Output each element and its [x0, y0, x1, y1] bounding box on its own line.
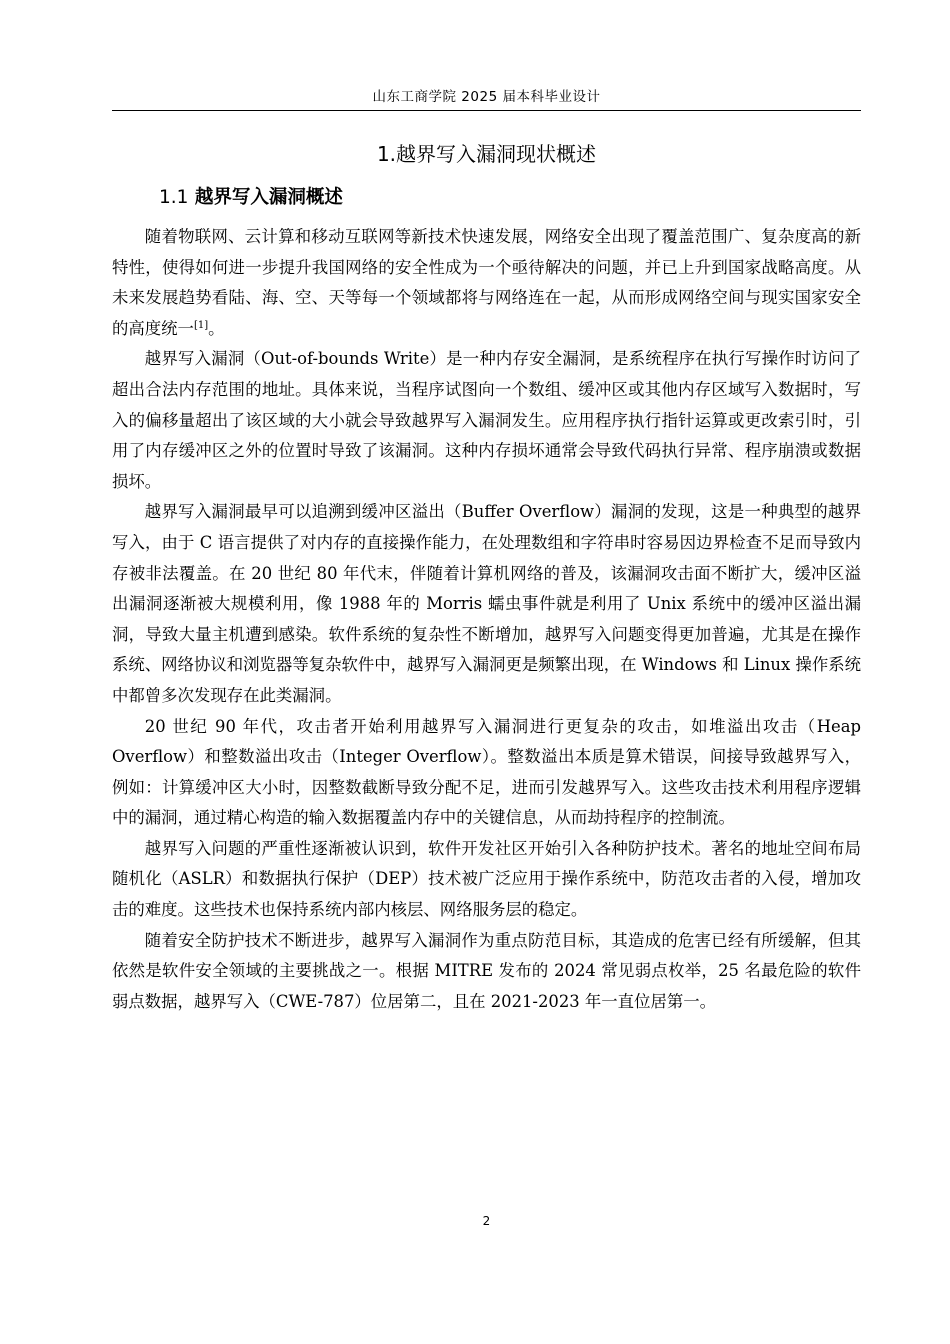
paragraph-3: 越界写入漏洞最早可以追溯到缓冲区溢出（Buffer Overflow）漏洞的发现，这是一种典型的越界写入，由于 C 语言提供了对内存的直接操作能力，在处理数组和字符串时容易因边界检查不足而导致内存被非法覆盖。在 20 世纪 80 年代末，伴随着计算机网络的普及，该漏洞攻击面不断扩大，缓冲区溢出漏洞逐渐被大规模利用，像 1988 年的 Morris 蠕虫事件就是利用了 Unix 系统中的缓冲区溢出漏洞，导致大量主机遭到感染。软件系统的复杂性不断增加，越界写入问题变得更加普遍，尤其是在操作系统、网络协议和浏览器等复杂软件中，越界写入漏洞更是频繁出现，在 Windows 和 Linux 操作系统中都曾多次发现存在此类漏洞。: [112, 502, 861, 705]
chapter-title: 1.越界写入漏洞现状概述: [376, 142, 597, 166]
paragraph-1-end: 。: [208, 318, 225, 338]
paragraph-4: 20 世纪 90 年代，攻击者开始利用越界写入漏洞进行更复杂的攻击，如堆溢出攻击（Heap Overflow）和整数溢出攻击（Integer Overflow）。整数溢出本质是算术错误，间接导致越界写入，例如：计算缓冲区大小时，因整数截断导致分配不足，进而引发越界写入。这些攻击技术利用程序逻辑中的漏洞，通过精心构造的输入数据覆盖内存中的关键信息，从而劫持程序的控制流。: [112, 716, 861, 828]
paragraph-5: 越界写入问题的严重性逐渐被认识到，软件开发社区开始引入各种防护技术。著名的地址空间布局随机化（ASLR）和数据执行保护（DEP）技术被广泛应用于操作系统中，防范攻击者的入侵，增加攻击的难度。这些技术也保持系统内部内核层、网络服务层的稳定。: [112, 838, 861, 920]
section-heading-text: 越界写入漏洞概述: [194, 187, 343, 208]
section-title: [159, 184, 343, 212]
paragraph-1-text: 随着物联网、云计算和移动互联网等新技术快速发展，网络安全出现了覆盖范围广、复杂度高的新特性，使得如何进一步提升我国网络的安全性成为一个亟待解决的问题，并已上升到国家战略高度。从未来发展趋势看陆、海、空、天等每一个领域都将与网络连在一起，从而形成网络空间与现实国家安全的高度统一: [112, 227, 861, 338]
paragraph-6: 随着安全防护技术不断进步，越界写入漏洞作为重点防范目标，其造成的危害已经有所缓解，但其依然是软件安全领域的主要挑战之一。根据 MITRE 发布的 2024 常见弱点枚举，25 名最危险的软件弱点数据，越界写入（CWE-787）位居第二，且在 2021-2023 年一直位居第一。: [112, 930, 861, 1011]
paragraph-2: 越界写入漏洞（Out-of-bounds Write）是一种内存安全漏洞，是系统程序在执行写操作时访问了超出合法内存范围的地址。具体来说，当程序试图向一个数组、缓冲区或其他内存区域写入数据时，写入的偏移量超出了该区域的大小就会导致越界写入漏洞发生。应用程序执行指针运算或更改索引时，引用了内存缓冲区之外的位置时导致了该漏洞。这种内存损坏通常会导致代码执行异常、程序崩溃或数据损坏。: [112, 349, 861, 491]
running-header: 山东工商学院 2025 届本科毕业设计: [372, 89, 601, 105]
header-rule: [112, 110, 861, 111]
citation-1: [1]: [193, 319, 209, 331]
page-number: 2: [482, 1214, 491, 1228]
paragraph-1: [112, 222, 861, 344]
body-text: [112, 222, 861, 1017]
section-number: 1.1: [159, 187, 189, 208]
